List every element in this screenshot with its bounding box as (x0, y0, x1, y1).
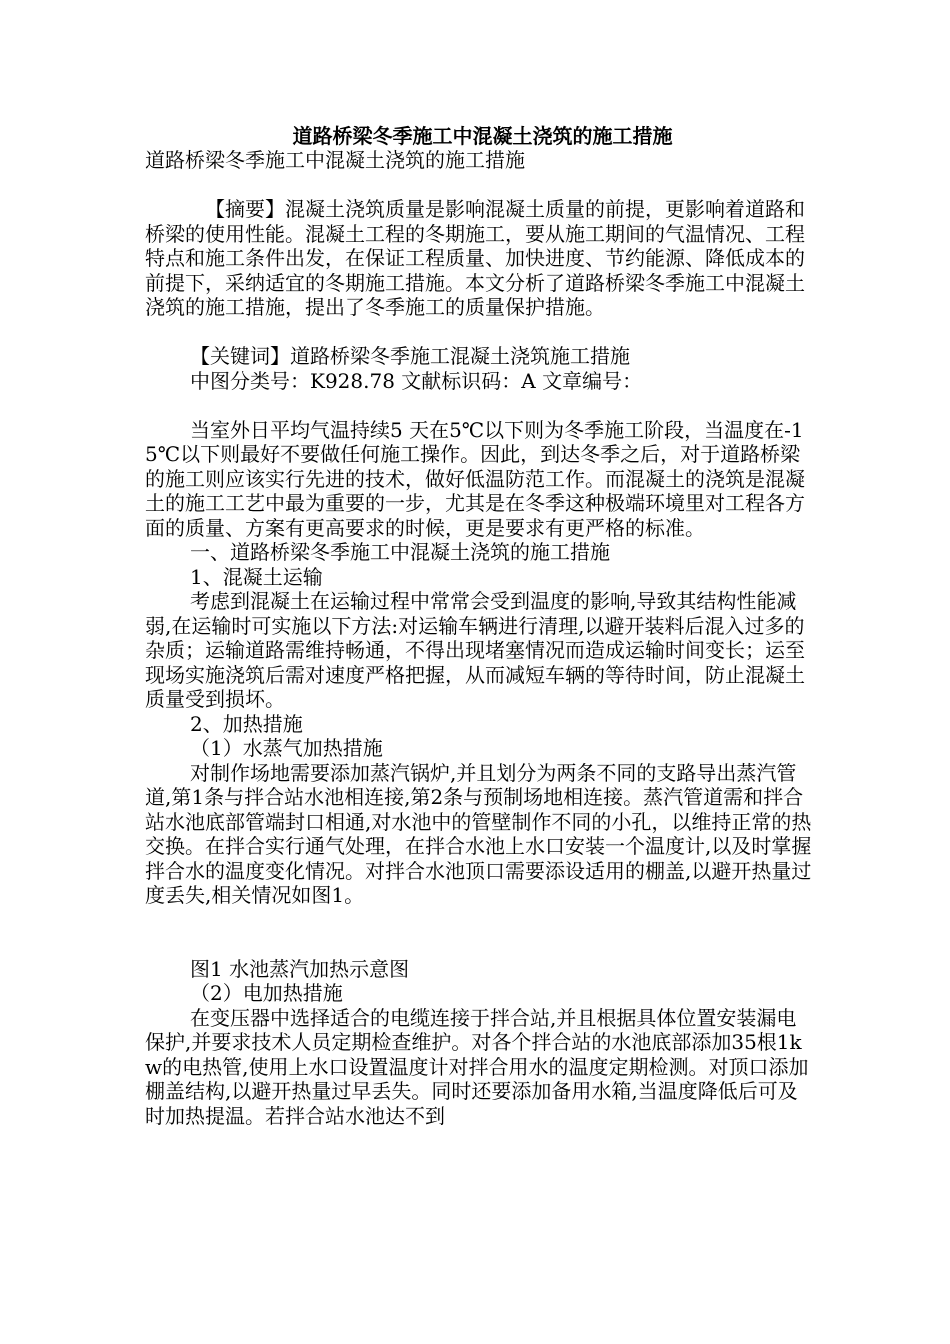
figure-placeholder (145, 908, 815, 957)
keywords-line: 【关键词】道路桥梁冬季施工混凝土浇筑施工措施 (190, 344, 630, 368)
document-body (145, 148, 815, 1128)
abstract-paragraph: 【摘要】混凝土浇筑质量是影响混凝土质量的前提，更影响着道路和桥梁的使用性能。混凝土工程的冬期施工，要从施工期间的气温情况、工程特点和施工条件出发，在保证工程质量、加快进度、节约能源、降低成本的前提下，采纳适宜的冬期施工措施。本文分析了道路桥梁冬季施工中混凝土浇筑的施工措施，提出了冬季施工的质量保护措施。 (145, 197, 805, 319)
classification-line: 中图分类号：K928.78 文献标识码：A 文章编号： (190, 368, 643, 393)
subsection-heading-heating: 2、加热措施 (190, 711, 303, 736)
subsection-heading-transport: 1、混凝土运输 (190, 564, 323, 589)
intro-paragraph: 当室外日平均气温持续5 天在5℃以下则为冬季施工阶段，当温度在-15℃以下则最好不要做任何施工操作。因此，到达冬季之后，对于道路桥梁的施工则应该实行先进的技术，做好低温防范工作。而混凝土的浇筑是混凝土的施工工艺中最为重要的一步，尤其是在冬季这种极端环境里对工程各方面的质量、方案有更高要求的时候，更是要求有更严格的标准。 (145, 417, 805, 540)
section-heading-1: 一、道路桥梁冬季施工中混凝土浇筑的施工措施 (190, 540, 610, 564)
electric-heating-paragraph: 在变压器中选择适合的电缆连接于拌合站,并且根据具体位置安装漏电保护,并要求技术人员定期检查维护。对各个拌合站的水池底部添加35根1kw的电热管,使用上水口设置温度计对拌合用水的温度定期检测。对顶口添加棚盖结构,以避开热量过早丢失。同时还要添加备用水箱,当温度降低后可及时加热提温。若拌合站水池达不到 (145, 1005, 809, 1128)
steam-heating-paragraph: 对制作场地需要添加蒸汽锅炉,并且划分为两条不同的支路导出蒸汽管道,第1条与拌合站水池相连接,第2条与预制场地相连接。蒸汽管道需和拌合站水池底部管端封口相通,对水池中的管壁制作不同的小孔，以维持正常的热交换。在拌合实行通气处理，在拌合水池上水口安装一个温度计,以及时掌握拌合水的温度变化情况。对拌合水池顶口需要添设适用的棚盖,以避开热量过度丢失,相关情况如图1。 (145, 760, 812, 907)
document-subtitle: 道路桥梁冬季施工中混凝土浇筑的施工措施 (145, 148, 525, 172)
spacer (145, 173, 815, 198)
transport-paragraph: 考虑到混凝土在运输过程中常常会受到温度的影响,导致其结构性能减弱,在运输时可实施以下方法:对运输车辆进行清理,以避开装料后混入过多的杂质；运输道路需维持畅通，不得出现堵塞情况而造成运输时间变长；运至现场实施浇筑后需对速度严格把握，从而减短车辆的等待时间，防止混凝土质量受到损坏。 (145, 589, 805, 711)
subsection-heading-electric: （2）电加热措施 (190, 981, 343, 1005)
spacer (145, 393, 815, 418)
spacer (145, 320, 815, 345)
document-title: 道路桥梁冬季施工中混凝土浇筑的施工措施 (292, 124, 673, 148)
subsection-heading-steam: （1）水蒸气加热措施 (190, 736, 383, 760)
figure-caption: 图1 水池蒸汽加热示意图 (190, 956, 410, 981)
